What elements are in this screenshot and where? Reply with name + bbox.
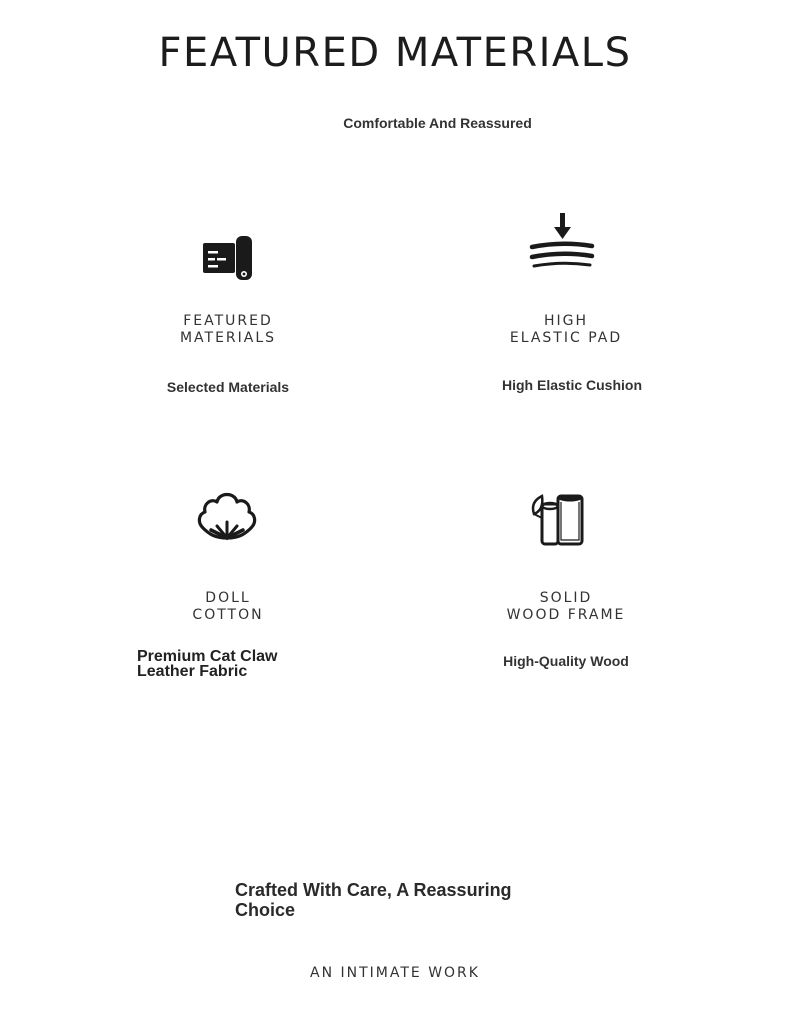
feature-desc-cat-claw-fabric: Premium Cat Claw Leather Fabric: [137, 648, 278, 680]
feature-title-doll-cotton: DOLL COTTON: [192, 590, 264, 623]
feature-title-high-elastic-pad: HIGH ELASTIC PAD: [509, 313, 623, 346]
fabric-roll-icon: [188, 218, 268, 298]
footer-label: AN INTIMATE WORK: [310, 965, 480, 981]
feature-title-solid-wood-frame: SOLID WOOD FRAME: [506, 590, 626, 623]
feature-desc-high-quality-wood: High-Quality Wood: [503, 653, 629, 669]
page-title: FEATURED MATERIALS: [158, 30, 632, 76]
wood-logs-icon: [520, 480, 600, 560]
page-subtitle: Comfortable And Reassured: [343, 115, 532, 131]
feature-title-featured-materials: FEATURED MATERIALS: [179, 313, 277, 346]
tagline: Crafted With Care, A Reassuring Choice: [235, 880, 512, 920]
feature-desc-high-elastic-cushion: High Elastic Cushion: [501, 377, 642, 393]
cotton-flower-icon: [187, 478, 267, 558]
feature-desc-selected-materials: Selected Materials: [166, 379, 290, 395]
pressure-cushion-icon: [522, 203, 602, 283]
